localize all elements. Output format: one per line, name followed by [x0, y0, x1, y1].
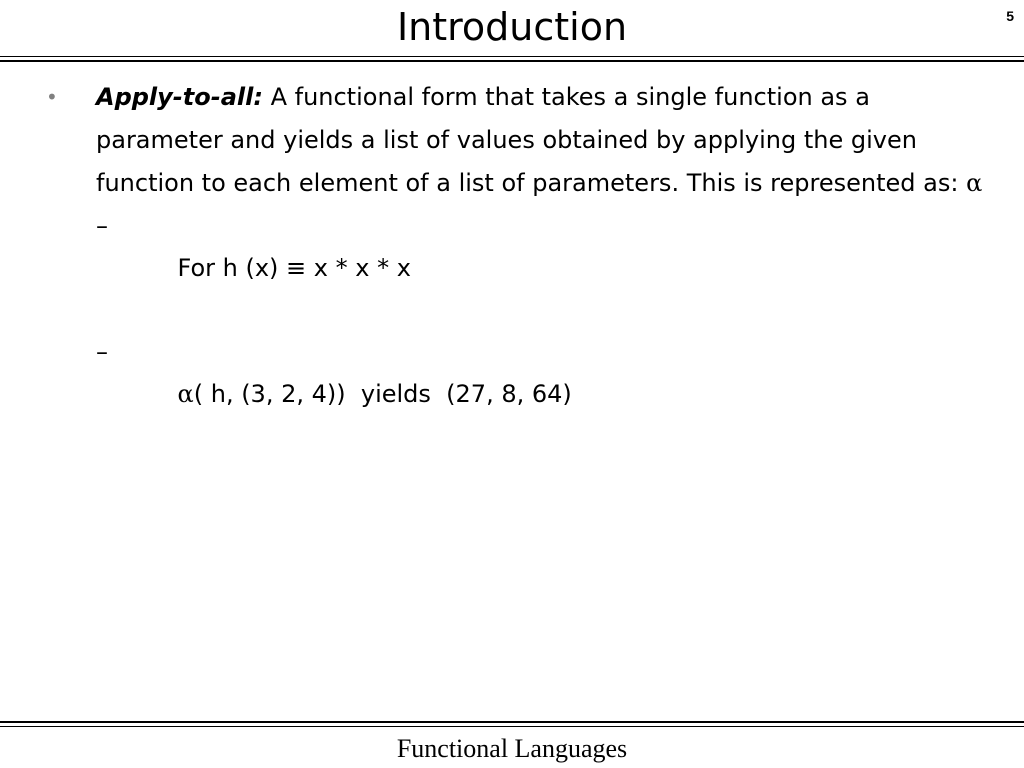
- sub-item-text: ( h, (3, 2, 4)) yields (27, 8, 64): [193, 380, 572, 408]
- alpha-symbol: α: [966, 169, 983, 197]
- slide-title: Introduction: [396, 5, 628, 49]
- dash-icon: –: [96, 338, 108, 366]
- footer-divider: [0, 726, 1024, 727]
- slide-footer: Functional Languages: [396, 734, 628, 763]
- definition-text: A functional form that takes a single function as a parameter and yields a list of values obtained by applying the given function to each element of a list of parameters. This is represented as:: [96, 83, 967, 197]
- slide-body: [0, 76, 1024, 457]
- sub-item-text: For h (x) ≡ x * x * x: [177, 254, 411, 282]
- alpha-symbol: α: [177, 380, 194, 408]
- header-divider-thick: [0, 60, 1024, 62]
- definition-term: Apply-to-all:: [96, 83, 263, 111]
- bullet-icon: •: [46, 85, 58, 109]
- header-divider: [0, 56, 1024, 57]
- footer-divider-thick: [0, 721, 1024, 723]
- dash-icon: –: [96, 212, 108, 240]
- page-number: 5: [1006, 8, 1014, 24]
- bullet-item: [0, 76, 1024, 205]
- sub-item-example: [0, 331, 1024, 457]
- sub-item-definition: [0, 205, 1024, 331]
